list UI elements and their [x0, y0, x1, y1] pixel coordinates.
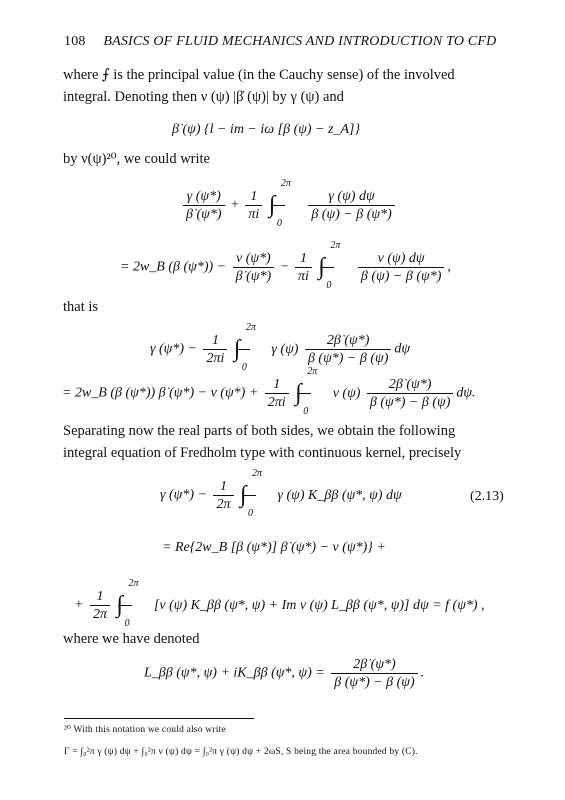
fraction: $\frac{\gamma (\psi*)}{\betȧ (\psi*)}$ [183, 188, 225, 223]
paragraph-2: by ν(ψ)²⁰, we could write [63, 151, 210, 167]
paragraph-1-line-1: where ⨍ is the principal value (in the Cauchy sense) of the involved [63, 67, 455, 83]
fraction: $\frac{1}{2\pi i}$ [203, 332, 227, 367]
paragraph-1 [63, 64, 508, 108]
footnote-rule [64, 718, 254, 719]
fraction: $\frac{\nu (\psi) d\psi}{\beta (\psi) - \beta (\psi*)}$ [358, 250, 444, 285]
fraction: $\frac{1}{2\pi}$ [213, 478, 233, 513]
fraction: $\frac{1}{2\pi}$ [90, 588, 110, 623]
principal-value-integral: ∫ 2π 0 [116, 578, 139, 629]
display-equation-1: β̇ (ψ) {l − im − iω [β (ψ) − z_A]} [172, 122, 361, 137]
running-header [64, 34, 496, 50]
fraction: $\frac{1}{\pi i}$ [245, 188, 262, 223]
equation-c: γ (ψ*) − $\frac{1}{2\pi i}$ ∫ 2π 0 γ (ψ) $\frac{2\betȧ (\psi*)}{\beta (\psi*) - \beta (\psi)}$ dψ [150, 322, 411, 373]
footnote-line-2: Γ = ∫₀²π γ (ψ) dψ + ∫₀²π ν (ψ) dψ = ∫₀²π γ (ψ) dψ + 2ωS, S being the area bounded by (C). [64, 747, 418, 757]
equation-d: = 2w_B (β (ψ*)) β̇ (ψ*) − ν (ψ*) + $\frac{1}{2\pi i}$ ∫ 2π 0 ν (ψ) $\frac{2\betȧ (\psi*)}{\beta (\psi*) - \beta (\psi)}$ dψ. [62, 366, 476, 417]
fraction: $\frac{\nu (\psi*)}{\betȧ (\psi*)}$ [233, 250, 275, 285]
paragraph-3 [63, 420, 508, 464]
principal-value-integral: ∫ 2π 0 [268, 178, 291, 229]
equation-f: = Re{2w_B [β (ψ*)] β̇ (ψ*) − ν (ψ*)} + [162, 540, 386, 555]
principal-value-integral: ∫ 2π 0 [240, 468, 263, 519]
equation-2-13: γ (ψ*) − $\frac{1}{2\pi}$ ∫ 2π 0 γ (ψ) K_ββ (ψ*, ψ) dψ [160, 468, 402, 519]
paragraph-4: where we have denoted [63, 631, 200, 647]
equation-g: + $\frac{1}{2\pi}$ ∫ 2π 0 [ν (ψ) K_ββ (ψ*, ψ) + Im ν (ψ) L_ββ (ψ*, ψ)] dψ = f (ψ*) , [74, 578, 485, 629]
paragraph-3-line-2: integral equation of Fredholm type with continuous kernel, precisely [63, 445, 462, 461]
principal-value-integral: ∫ 2π 0 [233, 322, 256, 373]
running-title: BASICS OF FLUID MECHANICS AND INTRODUCTION TO CFD [103, 34, 497, 49]
page-number: 108 [64, 34, 86, 49]
paragraph-3-line-1: Separating now the real parts of both sides, we obtain the following [63, 423, 456, 439]
equation-h: L_ββ (ψ*, ψ) + iK_ββ (ψ*, ψ) = $\frac{2\betȧ (\psi*)}{\beta (\psi*) - \beta (\psi)}$ . [144, 657, 425, 690]
fraction: $\frac{1}{2\pi i}$ [265, 376, 289, 411]
equation-number: (2.13) [470, 489, 504, 504]
equation-a: $\frac{\gamma (\psi*)}{\betȧ (\psi*)}$ + $\frac{1}{\pi i}$ ∫ 2π 0 $\frac{\gamma (\psi) d\psi}{\beta (\psi) - \beta (\psi*)}$ [180, 188, 398, 223]
fraction: $\frac{1}{\pi i}$ [295, 250, 312, 285]
principal-value-integral: ∫ 2π 0 [295, 366, 318, 417]
that-is-text: that is [63, 299, 99, 315]
fraction: $\frac{2\betȧ (\psi*)}{\beta (\psi*) - \beta (\psi)}$ [367, 376, 453, 411]
fraction: $\frac{2\betȧ (\psi*)}{\beta (\psi*) - \beta (\psi)}$ [331, 656, 417, 691]
principal-value-integral: ∫ 2π 0 [318, 240, 341, 291]
fraction: $\frac{\gamma (\psi) d\psi}{\beta (\psi) - \beta (\psi*)}$ [308, 188, 394, 223]
paragraph-1-line-2: integral. Denoting then ν (ψ) |β̇ (ψ)| by γ (ψ) and [63, 89, 344, 105]
footnote-line-1: ²⁰ With this notation we could also write [64, 725, 226, 735]
fraction: $\frac{2\betȧ (\psi*)}{\beta (\psi*) - \beta (\psi)}$ [305, 332, 391, 367]
equation-b: = 2w_B (β (ψ*)) − $\frac{\nu (\psi*)}{\betȧ (\psi*)}$ − $\frac{1}{\pi i}$ ∫ 2π 0 $\frac{\nu (\psi) d\psi}{\beta (\psi) - \beta (\psi*)}$ , [120, 240, 451, 291]
